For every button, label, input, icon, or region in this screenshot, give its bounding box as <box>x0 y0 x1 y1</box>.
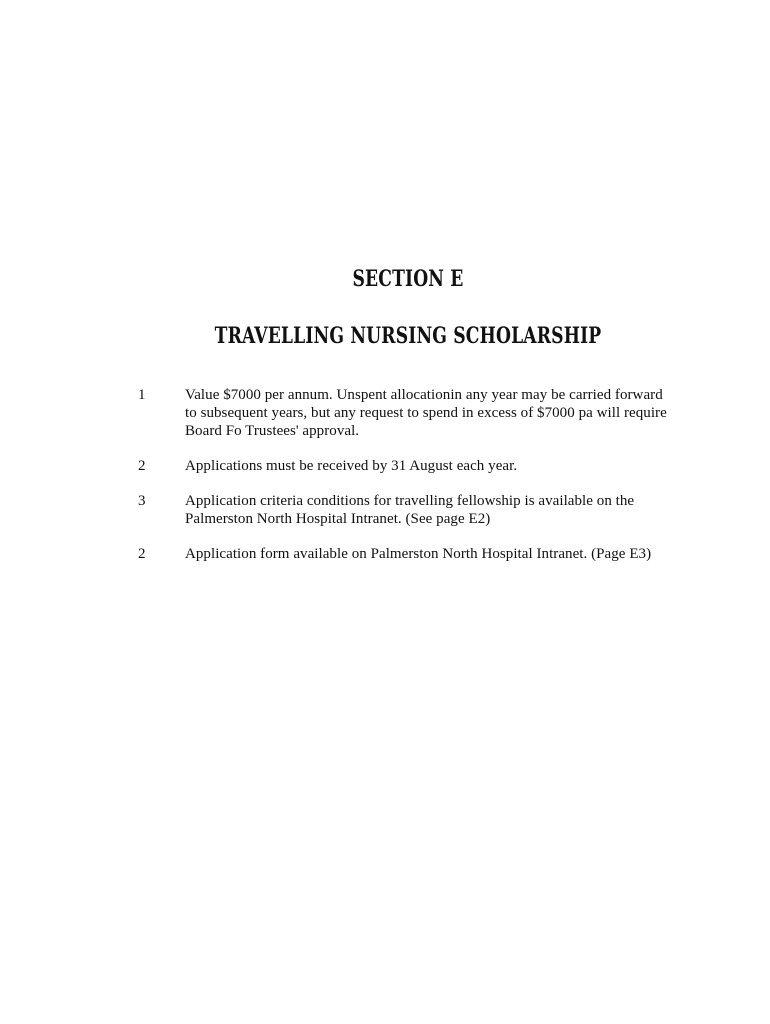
item-number: 3 <box>138 493 146 509</box>
item-text: Application criteria conditions for travelling fellowship is available on the Palmerston North Hospital Intranet. (See page E2) <box>185 493 635 527</box>
section-title: SECTION E <box>352 266 464 292</box>
item-text: Value $7000 per annum. Unspent allocationin any year may be carried forward to subsequent years, but any request to spend in excess of $7000 pa will require Board Fo Trustees' approval. <box>185 387 667 439</box>
item-number: 2 <box>138 458 146 474</box>
scholarship-title: TRAVELLING NURSING SCHOLARSHIP <box>214 323 602 349</box>
item-text: Application form available on Palmerston North Hospital Intranet. (Page E3) <box>185 546 652 562</box>
item-number: 2 <box>138 546 146 562</box>
item-text: Applications must be received by 31 August each year. <box>185 458 518 474</box>
item-number: 1 <box>138 387 146 403</box>
